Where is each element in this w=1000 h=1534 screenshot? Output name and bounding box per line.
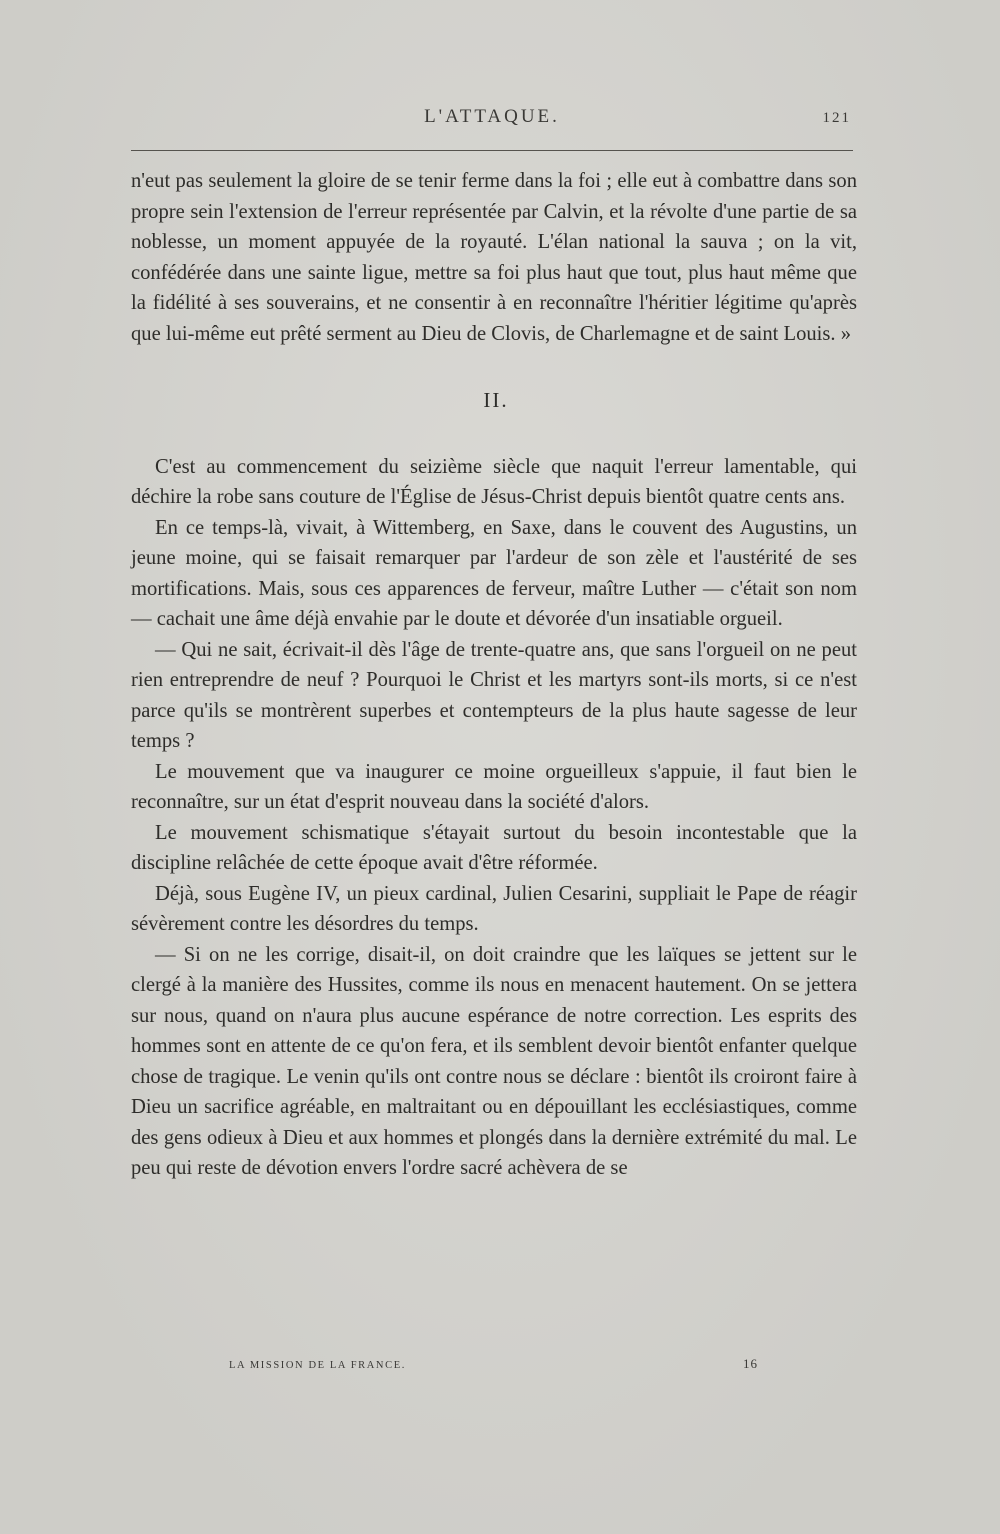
paragraph: — Qui ne sait, écrivait-il dès l'âge de trente-quatre ans, que sans l'orgueil on ne peut rien entreprendre de neuf ? Pourquoi le Christ et les martyrs sont-ils morts, si ce n'est parce qu'ils se montrèrent superbes et contempteurs de la plus haute sagesse de leur temps ? xyxy=(131,638,857,752)
printer-signature xyxy=(131,1356,853,1380)
paragraph: En ce temps-là, vivait, à Wittemberg, en Saxe, dans le couvent des Augustins, un jeune moine, qui se faisait remarquer par l'ardeur de son zèle et l'austérité de ses mortifications. Mais, sous ces apparences de ferveur, maître Luther — c'était son nom — cachait une âme déjà envahie par le doute et dévorée d'un insatiable orgueil. xyxy=(131,516,857,630)
running-title: L'ATTAQUE. xyxy=(424,106,560,127)
running-head xyxy=(131,106,853,136)
body-text xyxy=(131,166,857,1184)
signature-number: 16 xyxy=(743,1356,758,1371)
paragraph: Déjà, sous Eugène IV, un pieux cardinal, Julien Cesarini, suppliait le Pape de réagir sévèrement contre les désordres du temps. xyxy=(131,882,857,935)
paragraph-continued: n'eut pas seulement la gloire de se tenir ferme dans la foi ; elle eut à combattre dans son propre sein l'extension de l'erreur représentée par Calvin, et la révolte d'une partie de sa noblesse, un moment appuyée de la royauté. L'élan national la sauva ; on la vit, confédérée dans une sainte ligue, mettre sa foi plus haut que tout, plus haut même que la fidélité à ses souverains, et ne consentir à en reconnaître l'héritier légitime qu'après que lui-même eut prêté serment au Dieu de Clovis, de Charlemagne et de saint Louis. » xyxy=(131,170,857,345)
paragraph: Le mouvement schismatique s'étayait surtout du besoin incontestable que la discipline relâchée de cette époque avait d'être réformée. xyxy=(131,821,857,874)
signature-text: LA MISSION DE LA FRANCE. xyxy=(229,1360,406,1371)
paragraph: Le mouvement que va inaugurer ce moine orgueilleux s'appuie, il faut bien le reconnaître, sur un état d'esprit nouveau dans la société d'alors. xyxy=(131,760,857,813)
header-rule xyxy=(131,150,853,151)
paragraph: C'est au commencement du seizième siècle que naquit l'erreur lamentable, qui déchire la robe sans couture de l'Église de Jésus-Christ depuis bientôt quatre cents ans. xyxy=(131,455,857,508)
section-heading: II. xyxy=(483,388,509,412)
paragraph: — Si on ne les corrige, disait-il, on doit craindre que les laïques se jettent sur le clergé à la manière des Hussites, comme ils nous en menacent hautement. On se jettera sur nous, quand on n'aura plus aucune espérance de notre correction. Les esprits des hommes sont en attente de ce qu'on fera, et ils semblent devoir bientôt enfanter quelque chose de tragique. Le venin qu'ils ont contre nous se déclare : bientôt ils croiront faire à Dieu un sacrifice agréable, en maltraitant ou en dépouillant les ecclésiastiques, comme des gens odieux à Dieu et aux hommes et plongés dans la dernière extrémité du mal. Le peu qui reste de dévotion envers l'ordre sacré achèvera de se xyxy=(131,943,857,1179)
page-number: 121 xyxy=(822,110,851,126)
